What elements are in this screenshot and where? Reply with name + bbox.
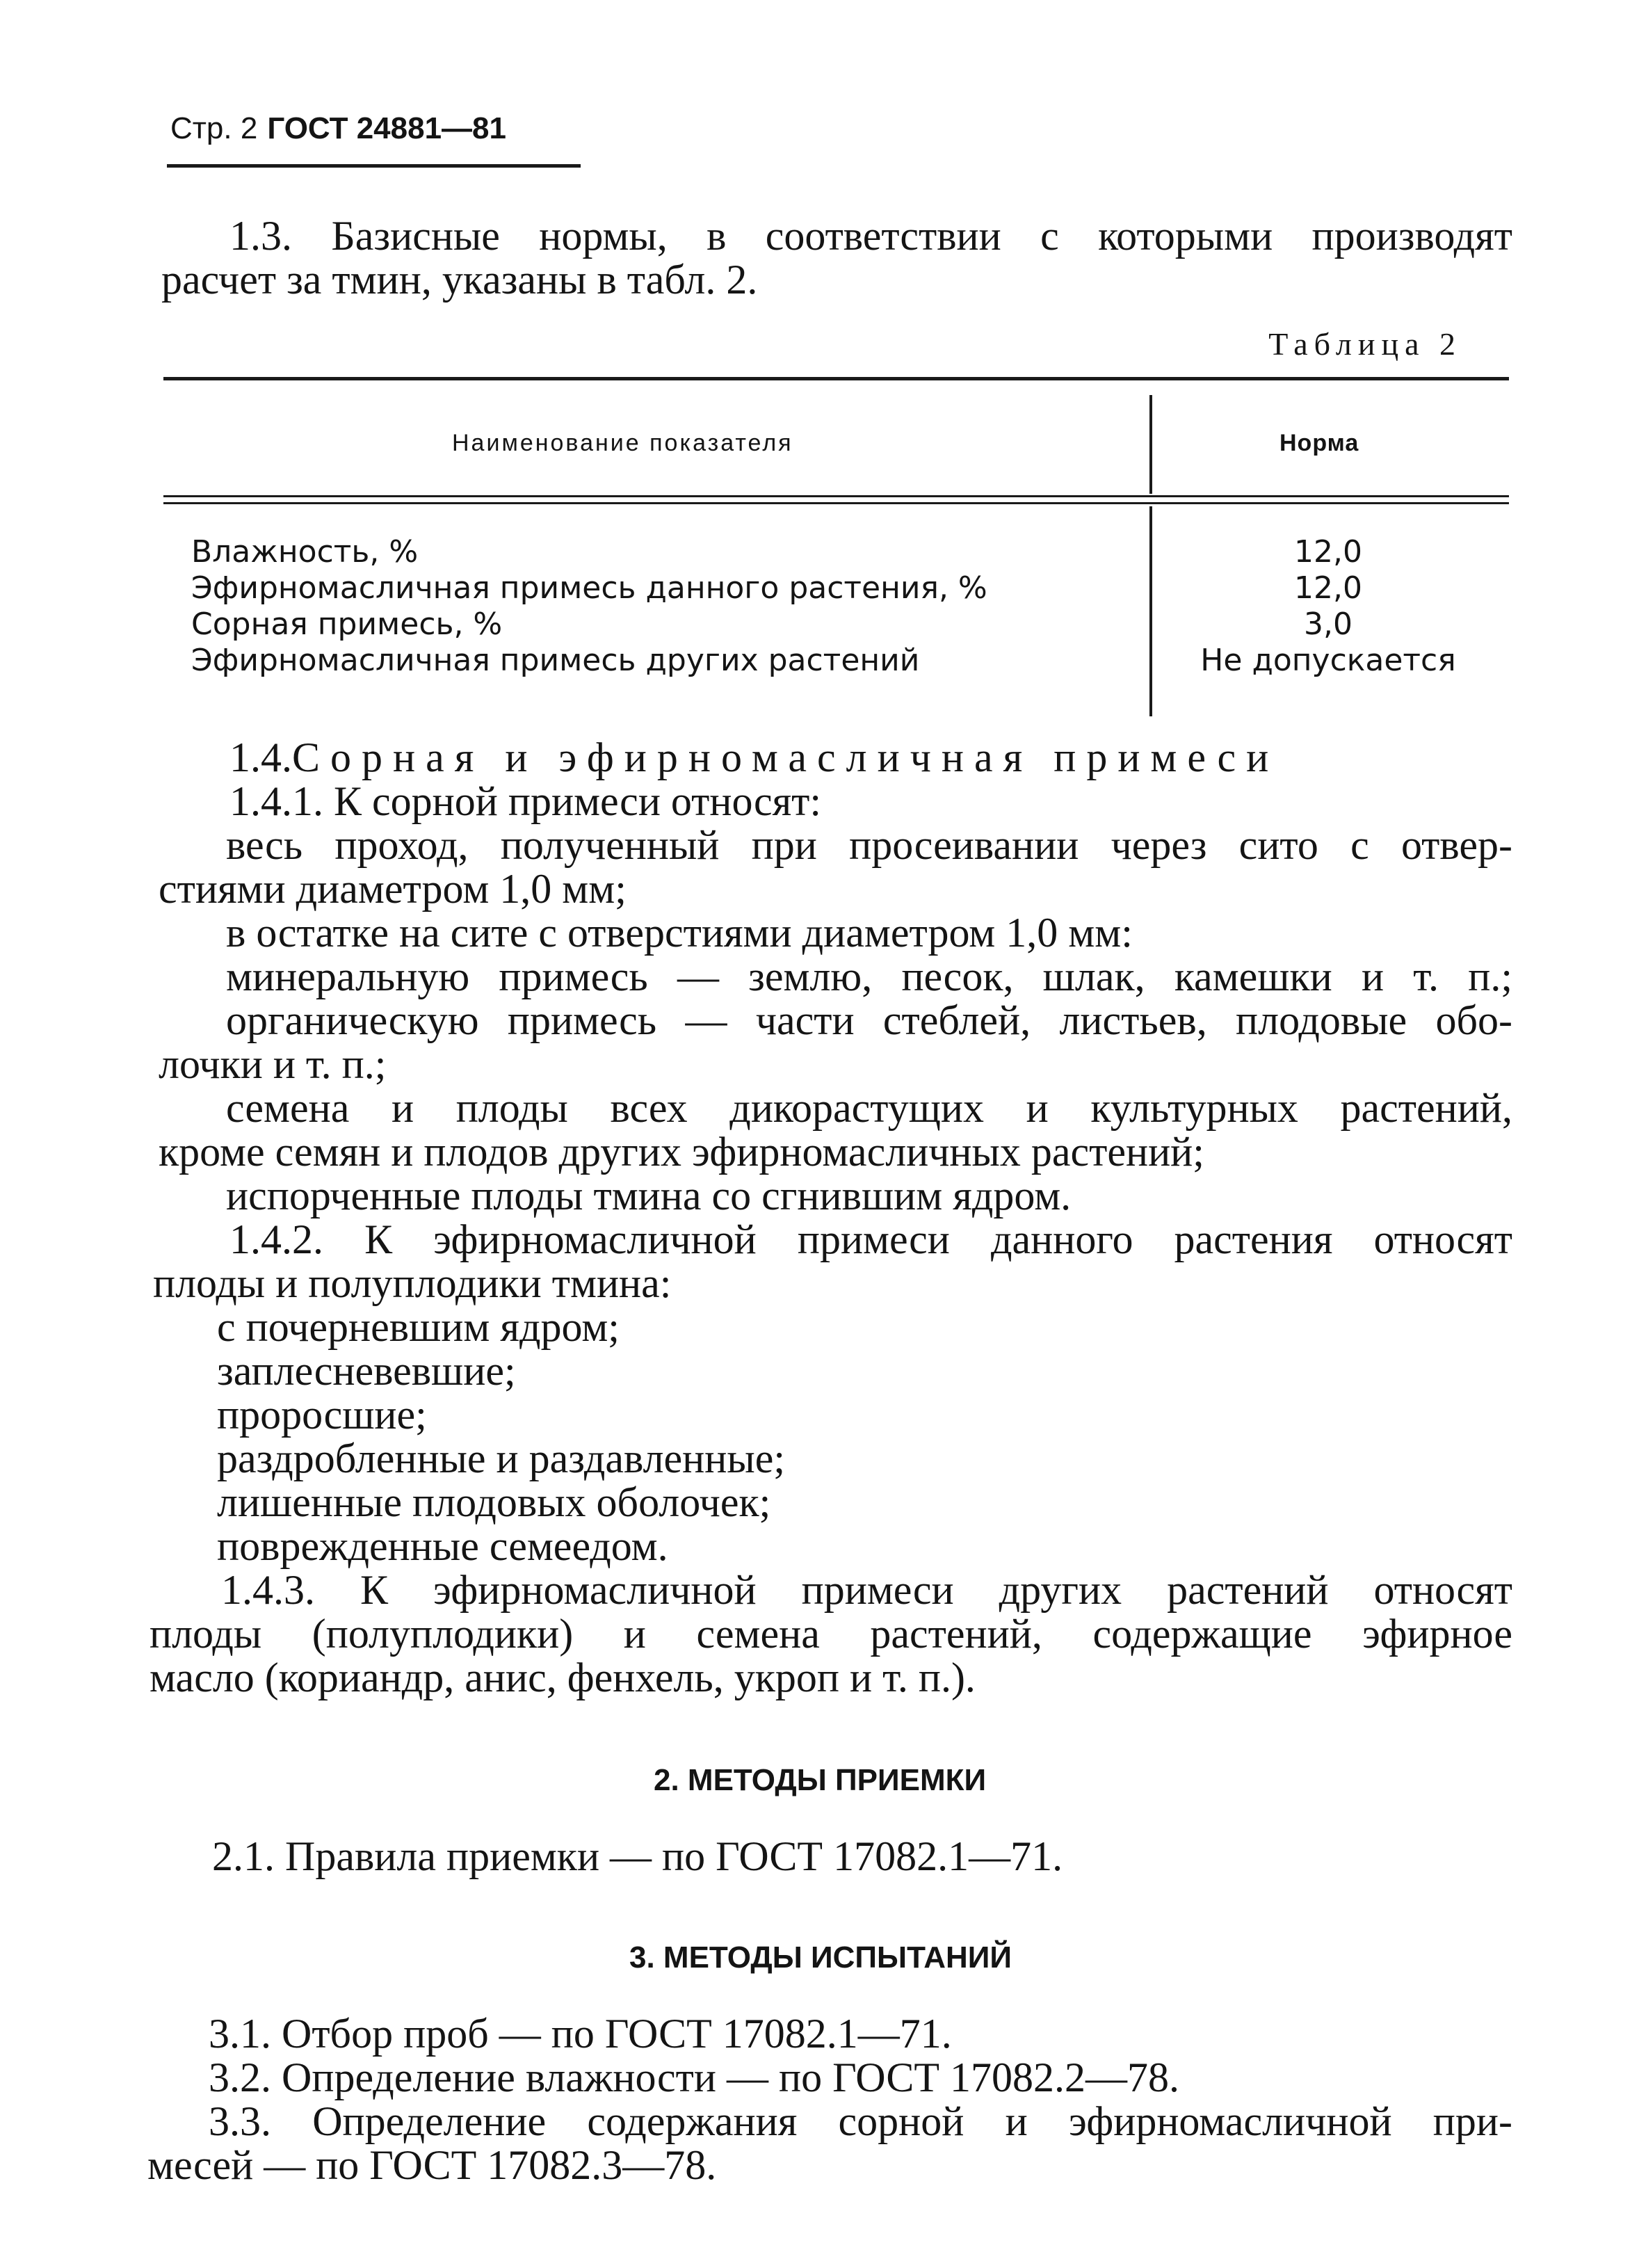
section-number: 1.4. [229,734,292,780]
paragraph-1-4-2-line-1: 1.4.2. К эфирномасличной примеси данного растения относят [229,1216,1512,1262]
paragraph-1-4-2-line-2: плоды и полуплодики тмина: [153,1260,672,1306]
list-item: поврежденные семеедом. [217,1523,668,1569]
text-line: лочки и т. п.; [159,1041,387,1087]
header-rule [167,164,581,168]
section-title: Сорная и эфирномасличная примеси [292,734,1279,780]
table-top-rule [163,377,1509,380]
table-body [191,534,1499,679]
paragraph-3-2: 3.2. Определение влажности — по ГОСТ 17082.2—78. [209,2054,1180,2100]
table-row [191,570,1499,606]
list-item: проросшие; [217,1392,427,1438]
table-caption: Таблица 2 [1268,326,1462,362]
table-header-rule [163,502,1509,504]
list-item: заплесневевшие; [217,1348,516,1394]
table-row [191,643,1499,679]
table-column-divider [1149,395,1152,494]
section-1-4-heading [229,736,1279,780]
paragraph-1-4-3-line-3: масло (кориандр, анис, фенхель, укроп и т. п.). [150,1655,976,1700]
page-number: Стр. 2 [170,111,258,145]
paragraph-2-1: 2.1. Правила приемки — по ГОСТ 17082.1—71. [212,1833,1063,1879]
table-header-rule [163,495,1509,497]
paragraph-1-3-line-1: 1.3. Базисные нормы, в соответствии с которыми производят [229,213,1512,259]
paragraph-3-1: 3.1. Отбор проб — по ГОСТ 17082.1—71. [209,2011,952,2057]
text-line: органическую примесь — части стеблей, листьев, плодовые обо- [226,997,1512,1043]
text-line: весь проход, полученный при просеивании через сито с отвер- [226,822,1512,868]
section-2-heading: 2. МЕТОДЫ ПРИЕМКИ [654,1763,987,1797]
text-line: в остатке на сите с отверстиями диаметром 1,0 мм: [226,910,1133,956]
row-indicator: Эфирномасличная примесь других растений [191,643,920,678]
paragraph-1-3-line-2: расчет за тмин, указаны в табл. 2. [161,257,758,303]
row-norm: 12,0 [1294,570,1362,606]
text-line: семена и плоды всех дикорастущих и культурных растений, [226,1085,1512,1131]
running-header [170,111,506,146]
row-indicator: Влажность, % [191,534,419,570]
paragraph-3-3-line-2: месей — по ГОСТ 17082.3—78. [147,2142,717,2188]
table-header-name: Наименование показателя [452,430,793,456]
standard-code: ГОСТ 24881—81 [267,111,506,145]
section-3-heading: 3. МЕТОДЫ ИСПЫТАНИЙ [629,1940,1012,1975]
list-item: лишенные плодовых оболочек; [217,1479,771,1525]
row-norm: 3,0 [1304,606,1353,642]
text-line: стиями диаметром 1,0 мм; [159,866,627,912]
table-row [191,606,1499,643]
paragraph-1-4-1: 1.4.1. К сорной примеси относят: [229,778,822,824]
table-header-norm: Норма [1279,430,1359,456]
row-norm: Не допускается [1200,643,1456,678]
paragraph-1-4-3-line-2: плоды (полуплодики) и семена растений, содержащие эфирное [150,1611,1512,1657]
text-line: кроме семян и плодов других эфирномасличных растений; [159,1129,1204,1175]
text-line: минеральную примесь — землю, песок, шлак, камешки и т. п.; [226,954,1512,999]
table-row [191,534,1499,570]
list-item: раздробленные и раздавленные; [217,1435,786,1481]
row-norm: 12,0 [1294,534,1362,570]
list-item: с почерневшим ядром; [217,1304,620,1350]
row-indicator: Сорная примесь, % [191,606,503,642]
row-indicator: Эфирномасличная примесь данного растения, % [191,570,987,606]
paragraph-1-4-3-line-1: 1.4.3. К эфирномасличной примеси других растений относят [221,1567,1512,1613]
text-line: испорченные плоды тмина со сгнившим ядром. [226,1173,1072,1219]
paragraph-3-3-line-1: 3.3. Определение содержания сорной и эфирномасличной при- [209,2098,1512,2144]
